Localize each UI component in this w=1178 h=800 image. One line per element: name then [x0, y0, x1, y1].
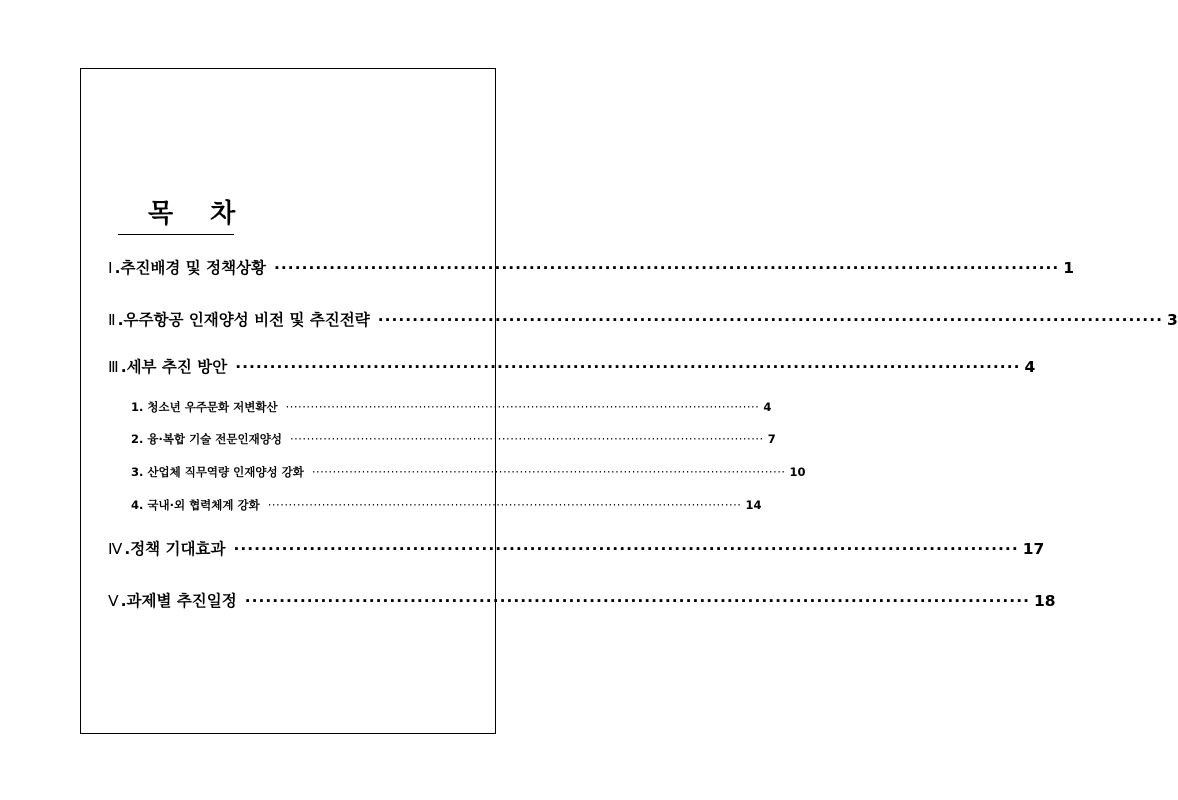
- toc-item-numeral: Ⅲ: [108, 358, 119, 376]
- toc-item-numeral: Ⅱ: [108, 311, 116, 329]
- toc-item-page: 3: [1166, 311, 1178, 329]
- toc-item-page: 4: [1024, 358, 1036, 376]
- dot-leader: ··················································································································: [285, 400, 760, 414]
- toc-subitem-page: 10: [789, 465, 806, 479]
- toc-subitem-3[interactable]: [131, 463, 806, 481]
- toc-item-4[interactable]: [108, 538, 1045, 560]
- toc-subitem-page: 14: [745, 498, 762, 512]
- dot-leader: ··················································································································: [244, 592, 1030, 610]
- toc-item-numeral: Ⅴ: [108, 592, 119, 610]
- toc-subitem-page: 4: [763, 400, 772, 414]
- toc-item-label: 과제별 추진일정: [126, 592, 237, 610]
- toc-item-2[interactable]: [108, 309, 1178, 331]
- toc-title: 목 차: [148, 199, 250, 229]
- toc-item-label: 우주항공 인재양성 비전 및 추진전략: [123, 311, 370, 329]
- toc-item-page: 18: [1033, 592, 1056, 610]
- toc-item-numeral: Ⅳ: [108, 540, 123, 558]
- toc-item-sep: .: [120, 592, 127, 610]
- toc-item-3[interactable]: [108, 356, 1036, 378]
- toc-subitem-label: 3. 산업체 직무역량 인재양성 강화: [131, 465, 304, 479]
- dot-leader: ··················································································································: [267, 498, 742, 512]
- toc-item-sep: .: [117, 311, 124, 329]
- toc-item-label: 추진배경 및 정책상황: [120, 259, 267, 277]
- toc-subitem-page: 7: [767, 432, 776, 446]
- toc-subitem-label: 4. 국내·외 협력체계 강화: [131, 498, 260, 512]
- toc-item-label: 세부 추진 방안: [126, 358, 228, 376]
- title-underline: [118, 234, 234, 235]
- dot-leader: ··················································································································: [235, 358, 1021, 376]
- dot-leader: ··················································································································: [311, 465, 786, 479]
- dot-leader: ··················································································································: [377, 311, 1163, 329]
- toc-subitem-label: 1. 청소년 우주문화 저변확산: [131, 400, 278, 414]
- toc-item-1[interactable]: [108, 257, 1075, 279]
- toc-subitem-label: 2. 융·복합 기술 전문인재양성: [131, 432, 282, 446]
- toc-item-numeral: Ⅰ: [108, 259, 113, 277]
- toc-subitem-4[interactable]: [131, 496, 762, 514]
- toc-subitem-1[interactable]: [131, 398, 772, 416]
- toc-item-sep: .: [114, 259, 121, 277]
- toc-item-sep: .: [120, 358, 127, 376]
- toc-subitem-2[interactable]: [131, 430, 776, 448]
- toc-item-sep: .: [124, 540, 131, 558]
- dot-leader: ··················································································································: [233, 540, 1019, 558]
- toc-item-5[interactable]: [108, 590, 1056, 612]
- toc-item-page: 17: [1022, 540, 1045, 558]
- dot-leader: ··················································································································: [274, 259, 1060, 277]
- dot-leader: ··················································································································: [289, 432, 764, 446]
- toc-item-label: 정책 기대효과: [130, 540, 226, 558]
- toc-item-page: 1: [1063, 259, 1075, 277]
